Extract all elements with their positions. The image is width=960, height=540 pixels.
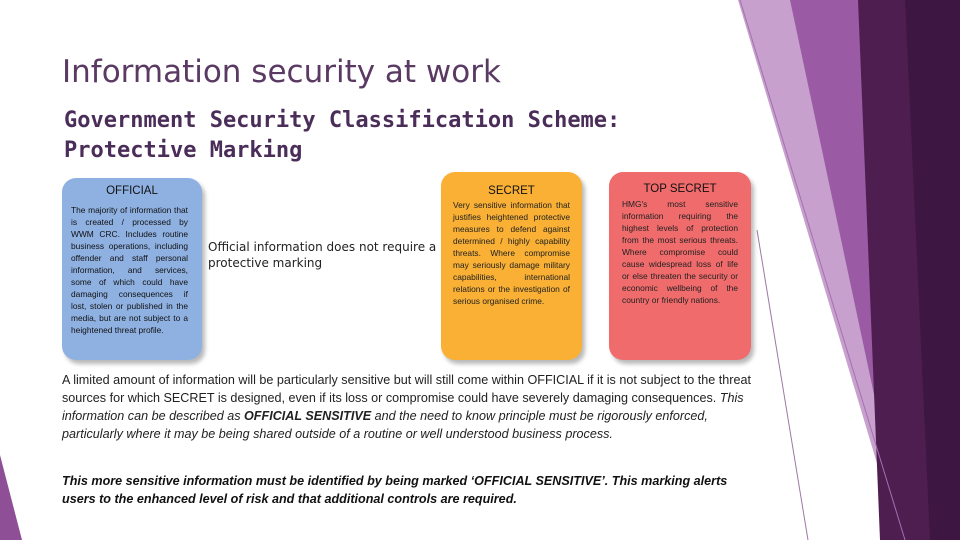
official-box <box>62 178 202 360</box>
slide-subtitle: Government Security Classification Scheme: Protective Marking <box>64 108 621 163</box>
top-secret-box-title: TOP SECRET <box>643 183 717 195</box>
top-secret-box <box>609 172 751 360</box>
top-secret-box-text: HMG's most sensitive information requiring the highest levels of protection from the most serious threats. Where compromise could cause widespread loss of life or else threaten the security or economic wellbeing of the country or friendly nations. <box>622 199 738 305</box>
secret-box <box>441 172 582 360</box>
sensitivity-paragraph-part1: A limited amount of information will be particularly sensitive but will still come within OFFICIAL if it is not subject to the threat sources for which SECRET is designed, even if its loss or compromise could have severely damaging consequences. <box>62 373 751 405</box>
official-note: Official information does not require a protective marking <box>208 240 437 270</box>
official-box-text: The majority of information that is created / processed by WWM CRC. Includes routine business operations, including offender and staff personal information, and services, some of which could have damaging consequences if lost, stolen or published in the media, but are not subject to a heightened threat profile. <box>71 205 188 335</box>
sensitivity-paragraph-part4: and the need to know principle must be rigorously enforced, particularly where it may be being shared outside of a routine or well understood business process. <box>62 409 708 441</box>
sensitivity-paragraph <box>62 371 752 443</box>
sensitivity-paragraph-part2: This information can be described as <box>62 391 744 423</box>
slide-title: Information security at work <box>62 54 501 90</box>
official-box-title: OFFICIAL <box>106 185 158 197</box>
secret-box-text: Very sensitive information that justifies heightened protective measures to defend against determined / highly capability threats. Where compromise may seriously damage military capabilities, international relations or the investigation of serious organised crime. <box>453 200 570 306</box>
secret-box-title: SECRET <box>488 185 535 197</box>
right-accent-line-2 <box>757 230 808 540</box>
marking-paragraph: This more sensitive information must be identified by being marked ‘OFFICIAL SENSITIVE’. This marking alerts users to the enhanced level of risk and that additional controls are required. <box>62 474 728 506</box>
official-sensitive-term: OFFICIAL SENSITIVE <box>244 409 372 423</box>
left-corner-shape <box>0 455 22 540</box>
